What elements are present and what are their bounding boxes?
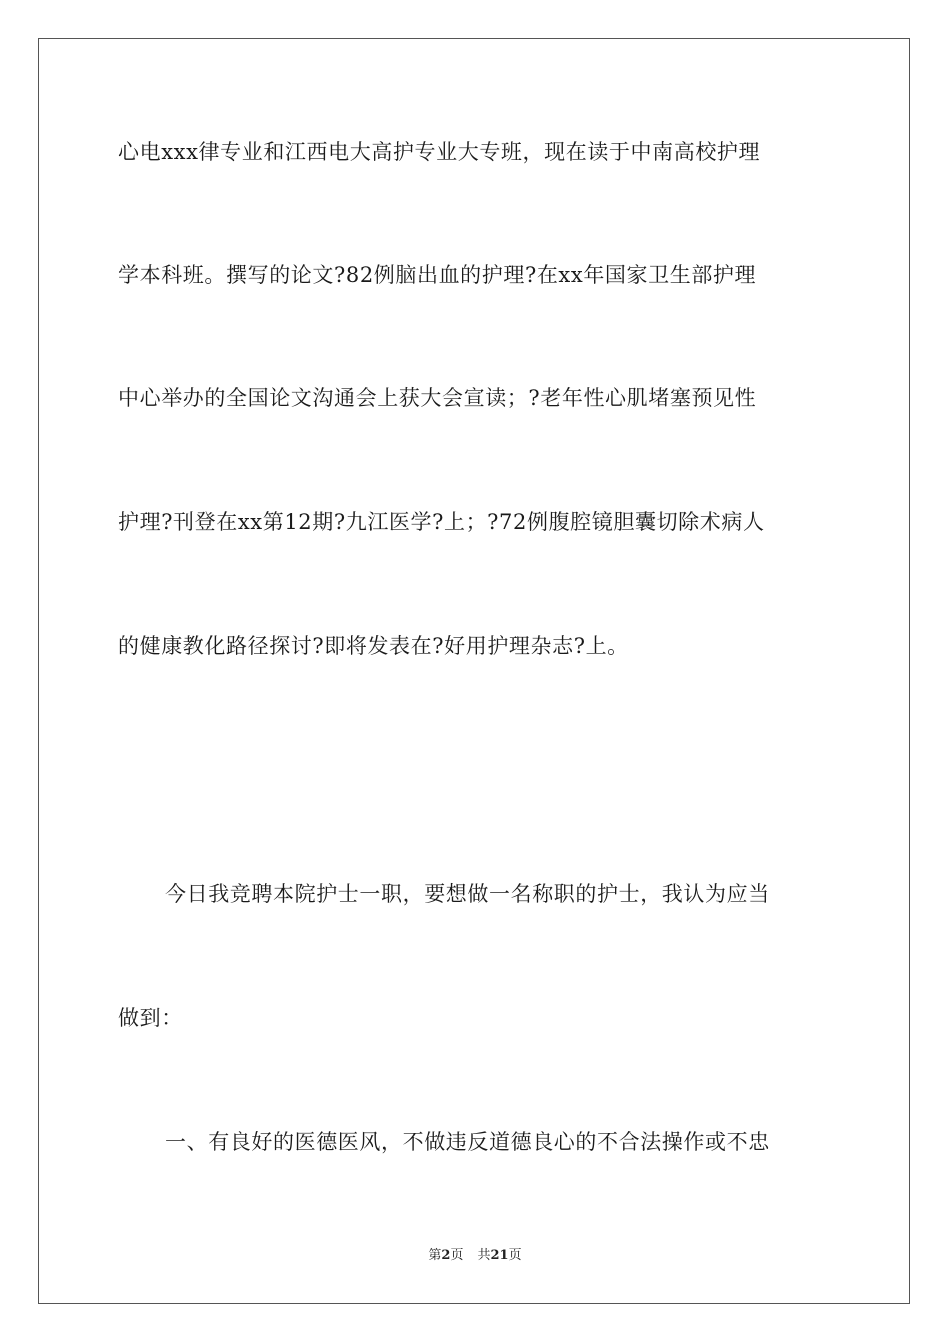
page-footer <box>0 1247 950 1265</box>
page-number-label: 第2页 <box>428 1248 464 1263</box>
body-text-line: 学本科班。撰写的论文?82例脑出血的护理?在xx年国家卫生部护理 <box>118 263 757 287</box>
body-text-line: 中心举办的全国论文沟通会上获大会宣读；?老年性心肌堵塞预见性 <box>118 386 757 410</box>
body-text-line: 心电xxx律专业和江西电大高护专业大专班，现在读于中南高校护理 <box>118 140 761 164</box>
body-text-line: 护理?刊登在xx第12期?九江医学?上；?72例腹腔镜胆囊切除术病人 <box>118 510 765 534</box>
page-border <box>38 38 910 1304</box>
current-page-number: 2 <box>441 1248 451 1263</box>
body-text-line: 的健康教化路径探讨?即将发表在?好用护理杂志?上。 <box>118 634 629 658</box>
body-text-line: 做到： <box>118 1006 183 1030</box>
total-page-count: 21 <box>490 1248 509 1263</box>
paragraph-first-line: 今日我竞聘本院护士一职，要想做一名称职的护士，我认为应当 <box>165 882 770 906</box>
total-pages-label: 共21页 <box>477 1248 522 1263</box>
paragraph-first-line: 一、有良好的医德医风，不做违反道德良心的不合法操作或不忠 <box>165 1130 770 1154</box>
